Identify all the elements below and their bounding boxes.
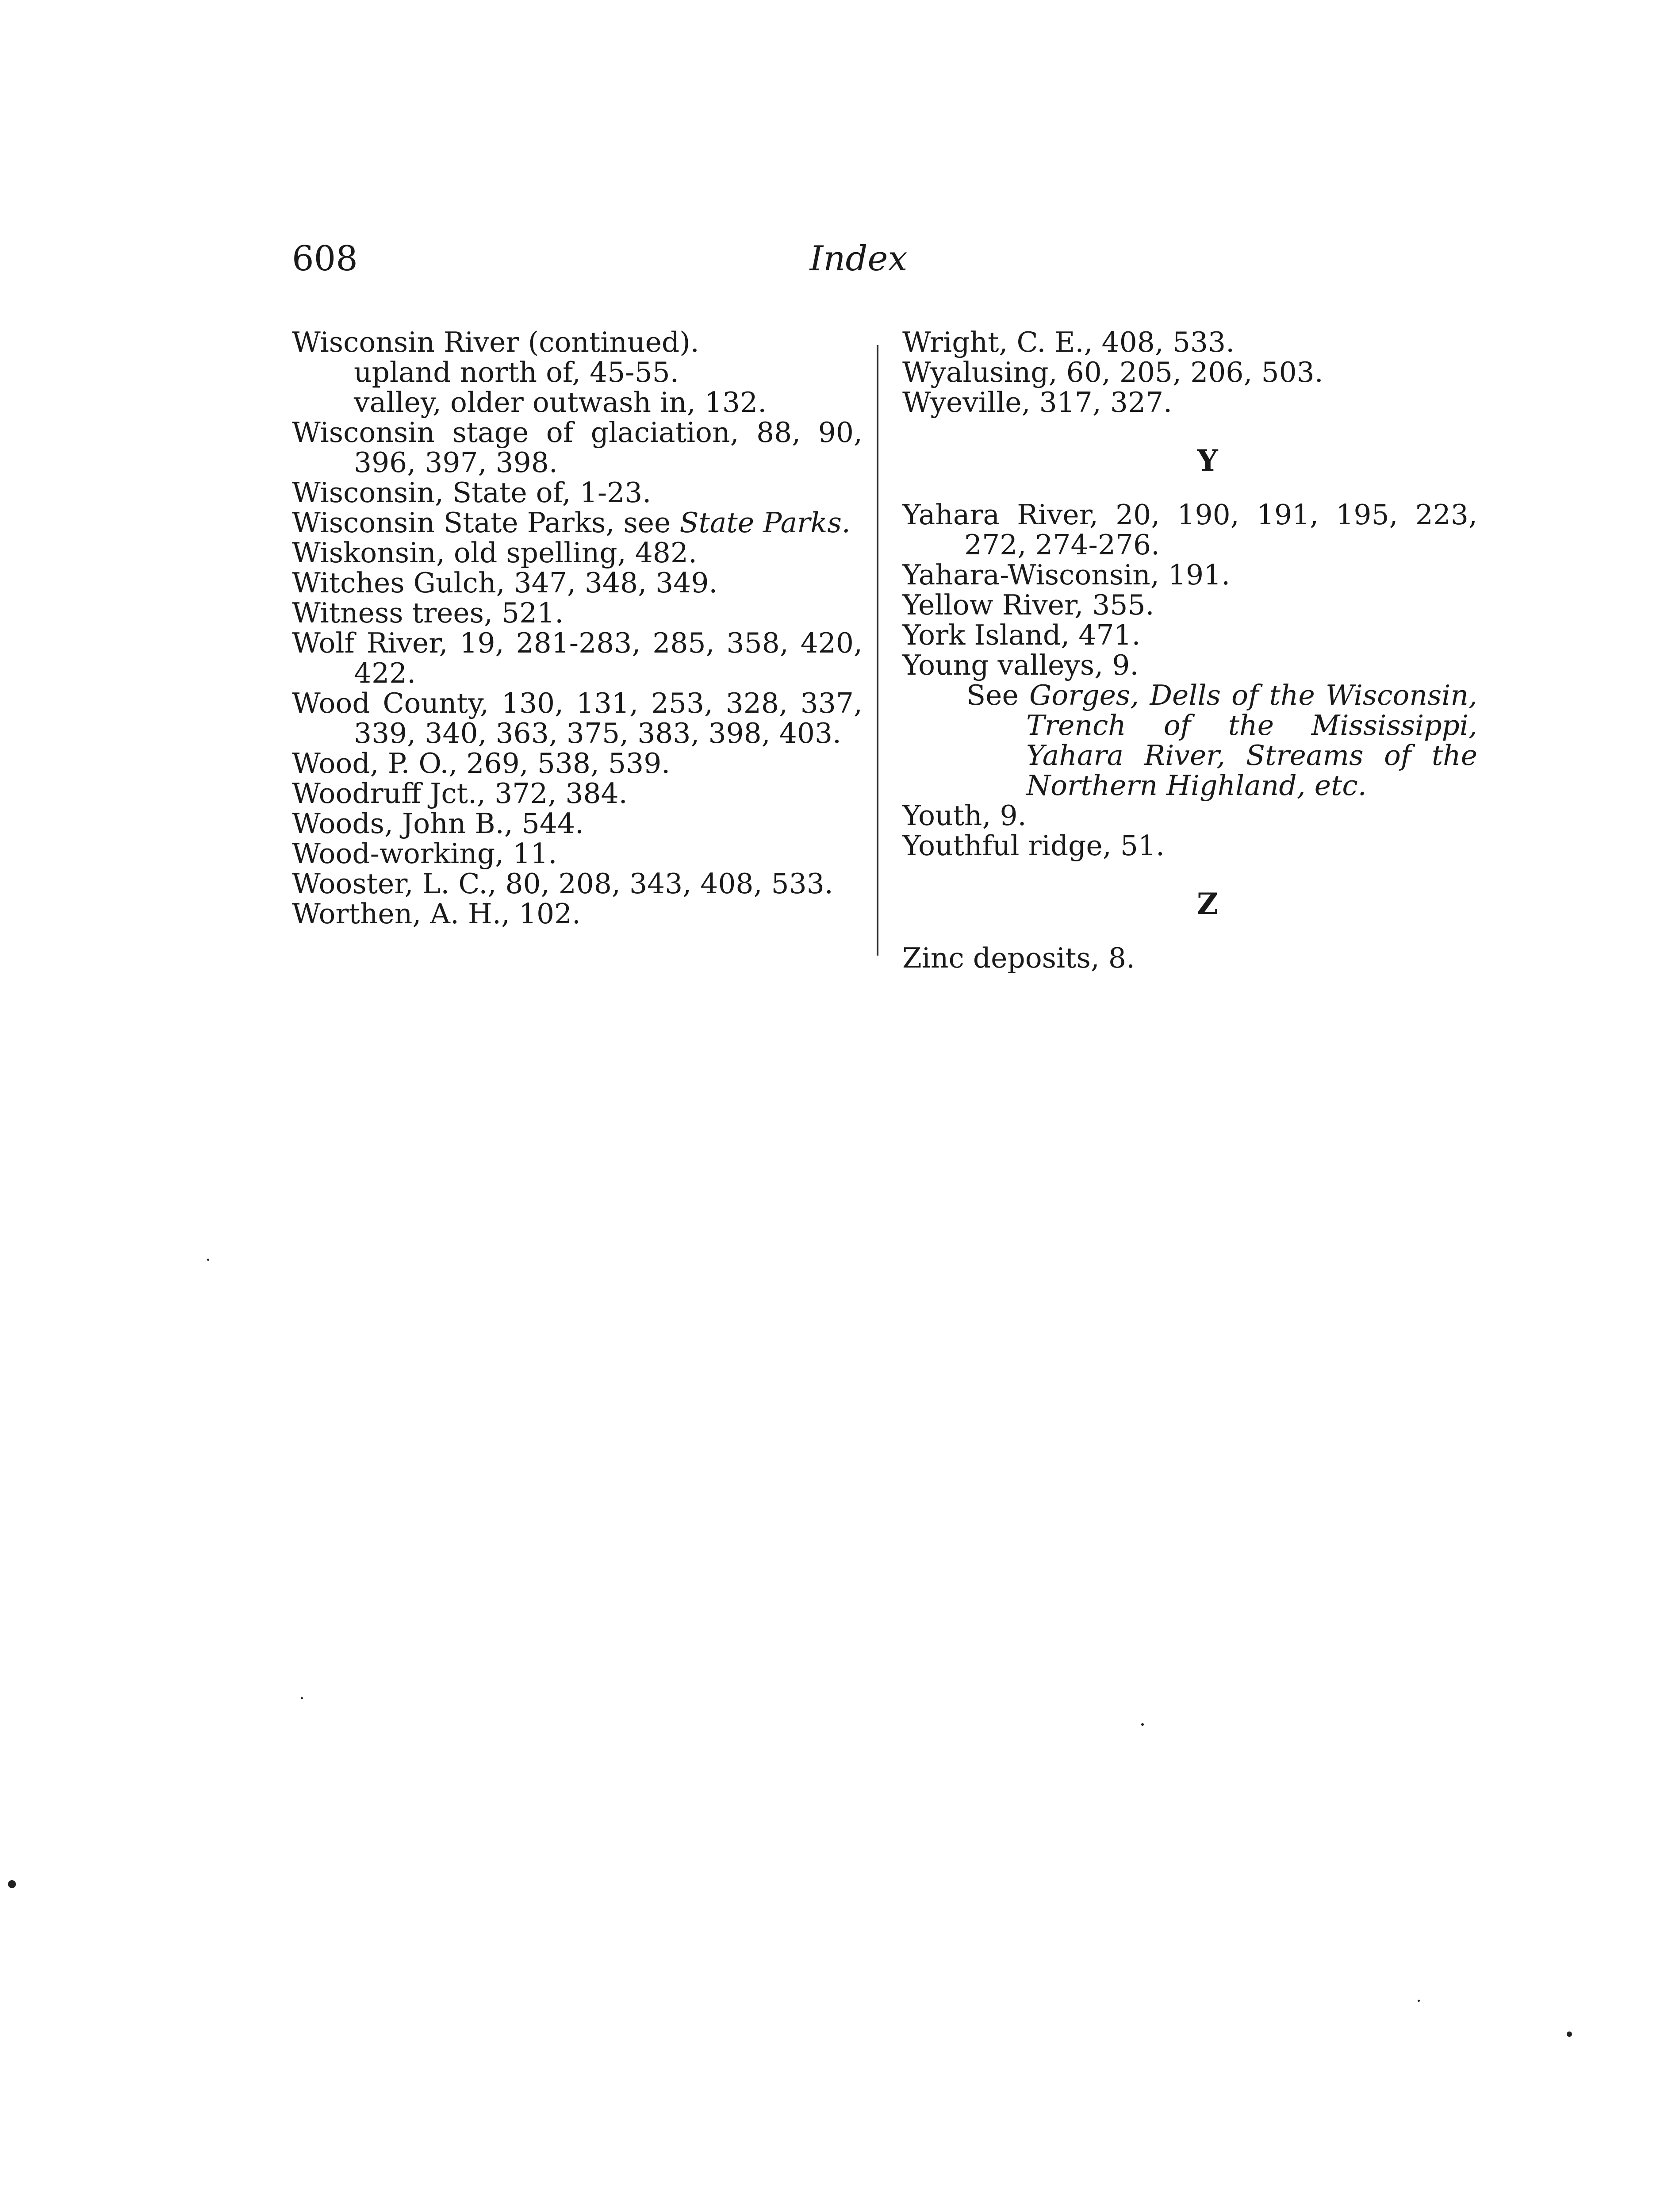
page-number: 608 — [292, 239, 358, 279]
index-entry: Woods, John B., 544. — [292, 807, 584, 840]
index-entry: Yahara River, 20, 190, 191, 195, 223, 272, 274-276. — [902, 499, 1477, 561]
index-entry: Wiskonsin, old spelling, 482. — [292, 537, 697, 569]
index-entry: Wyeville, 317, 327. — [902, 386, 1173, 419]
index-entry: Wood, P. O., 269, 538, 539. — [292, 747, 671, 780]
index-entry: Wood-working, 11. — [292, 837, 557, 870]
scan-speck — [301, 1697, 303, 1699]
see-label: See — [966, 679, 1019, 711]
index-column-right — [902, 327, 1477, 973]
index-entry: Wisconsin stage of glaciation, 88, 90, 396, 397, 398. — [292, 416, 863, 479]
section-letter-y: Y — [1197, 443, 1218, 478]
index-entry: Woodruff Jct., 372, 384. — [292, 777, 628, 810]
index-entry: Worthen, A. H., 102. — [292, 898, 581, 930]
index-entry: Wyalusing, 60, 205, 206, 503. — [902, 356, 1323, 388]
index-entry: Youth, 9. — [902, 799, 1027, 832]
scan-speck — [207, 1259, 209, 1261]
scan-speck — [1567, 2032, 1572, 2037]
index-column-left — [292, 327, 863, 929]
index-subentry: upland north of, 45-55. — [354, 356, 679, 388]
see-also-reference — [902, 680, 1477, 801]
index-entry: Wisconsin, State of, 1-23. — [292, 476, 652, 509]
index-entry: Young valleys, 9. — [902, 649, 1139, 681]
index-entry: Wood County, 130, 131, 253, 328, 337, 339, 340, 363, 375, 383, 398, 403. — [292, 687, 863, 749]
scan-speck — [1418, 2000, 1420, 2002]
index-entry: York Island, 471. — [902, 619, 1141, 651]
index-entry-text: Wisconsin State Parks, see — [292, 507, 671, 539]
see-targets: Gorges, Dells of the Wisconsin, Trench of the Mississippi, Yahara River, Streams of the Northern Highland, etc. — [1026, 679, 1477, 802]
page-title: Index — [809, 239, 908, 279]
index-subentry: valley, older outwash in, 132. — [354, 386, 767, 419]
index-entry: Zinc deposits, 8. — [902, 942, 1135, 974]
index-entry: Yahara-Wisconsin, 191. — [902, 559, 1231, 591]
index-entry: Youthful ridge, 51. — [902, 830, 1165, 862]
index-entry: Yellow River, 355. — [902, 589, 1154, 621]
index-entry: Wooster, L. C., 80, 208, 343, 408, 533. — [292, 868, 833, 900]
index-entry: Wisconsin River (continued). — [292, 326, 699, 358]
index-entry: Witness trees, 521. — [292, 597, 564, 629]
section-letter-z: Z — [1196, 887, 1219, 921]
running-head — [0, 239, 1664, 279]
index-entry: Wright, C. E., 408, 533. — [902, 326, 1235, 358]
index-entry — [292, 508, 863, 538]
scan-speck — [1141, 1723, 1144, 1726]
index-entry: Wolf River, 19, 281-283, 285, 358, 420, 422. — [292, 627, 863, 689]
column-divider — [877, 345, 878, 956]
index-entry: Witches Gulch, 347, 348, 349. — [292, 567, 718, 599]
index-cross-reference: State Parks. — [679, 507, 851, 539]
scan-speck — [8, 1880, 16, 1888]
